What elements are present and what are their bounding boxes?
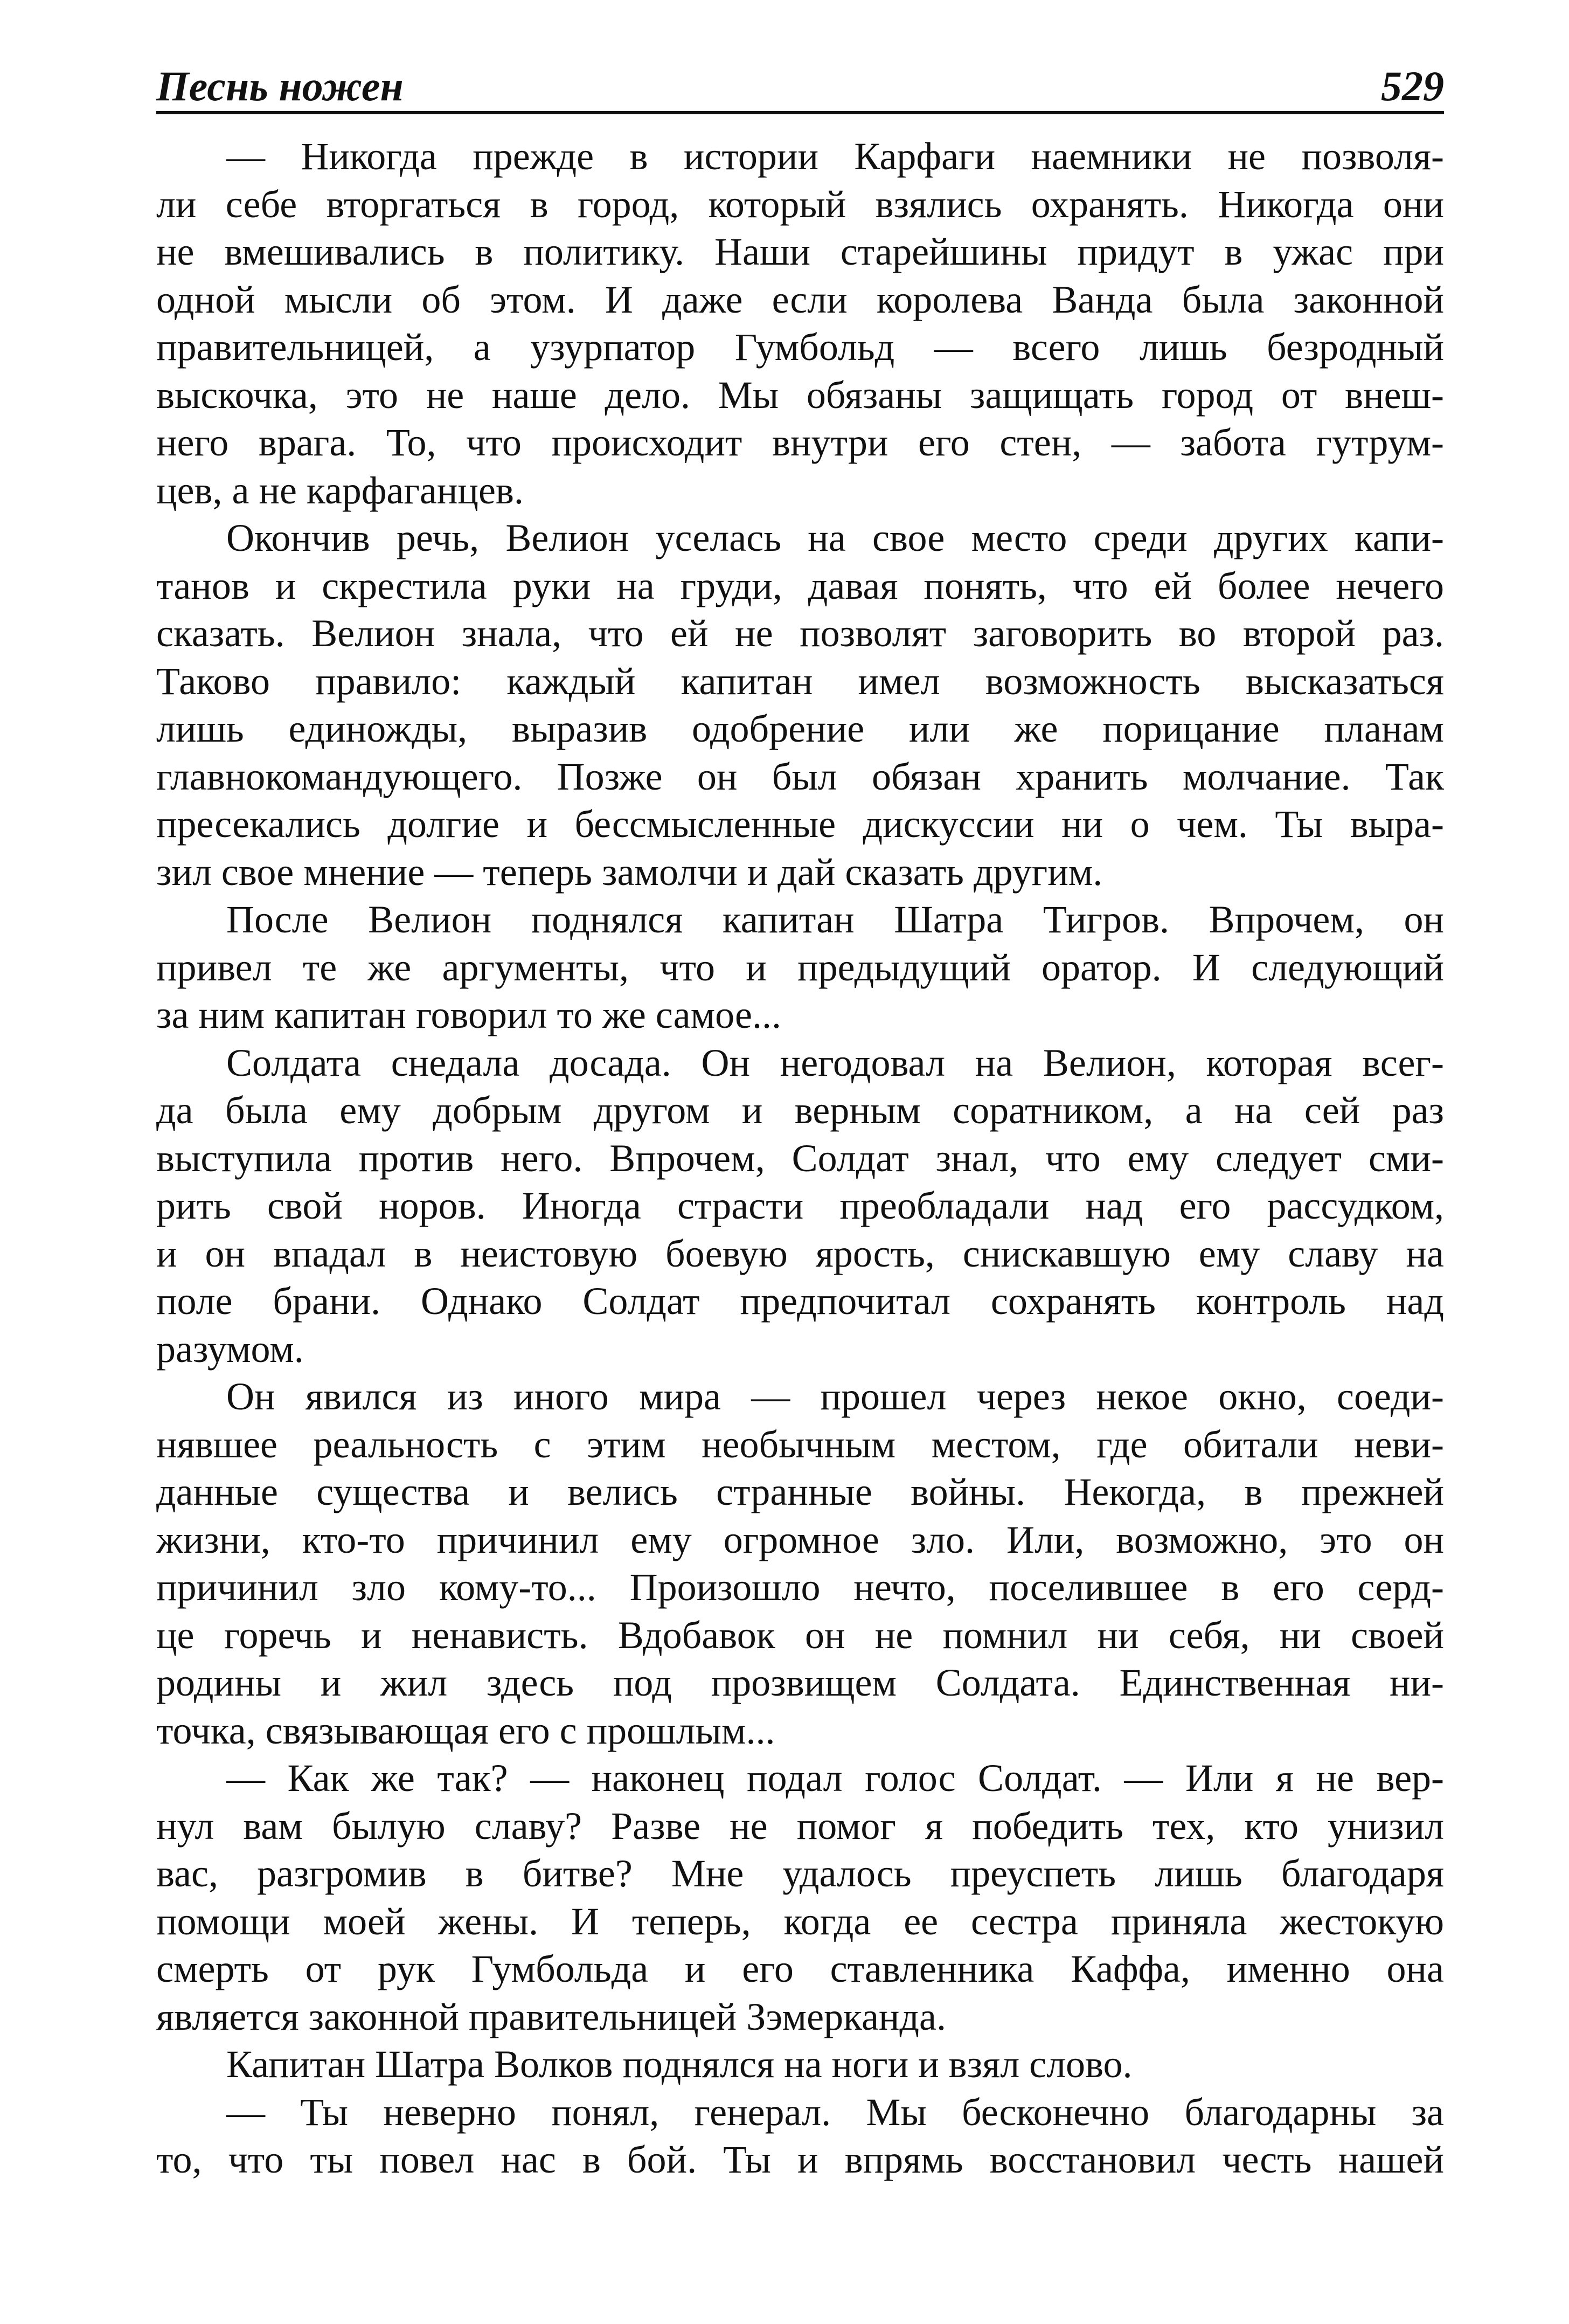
text-line: смерть от рук Гумбольда и его ставленника Каффа, именно она <box>156 1947 1444 1990</box>
text-line: точка, связывающая его с прошлым... <box>156 1709 775 1752</box>
text-line: пресекались долгие и бессмысленные дискуссии ни о чем. Ты выра- <box>156 803 1444 846</box>
text-line: данные существа и велись странные войны. Некогда, в прежней <box>156 1470 1444 1513</box>
text-line: цев, а не карфаганцев. <box>156 468 524 512</box>
text-line: Окончив речь, Велион уселась на свое место среди других капи- <box>226 516 1444 559</box>
text-line: помощи моей жены. И теперь, когда ее сестра приняла жестокую <box>156 1899 1444 1943</box>
text-line: лишь единожды, выразив одобрение или же порицание планам <box>156 707 1444 750</box>
text-line: родины и жил здесь под прозвищем Солдата. Единственная ни- <box>156 1661 1444 1704</box>
text-line: зил свое мнение — теперь замолчи и дай сказать другим. <box>156 850 1103 894</box>
body-text <box>156 133 1444 2184</box>
text-line: — Ты неверно понял, генерал. Мы бесконечно благодарны за <box>226 2090 1444 2134</box>
text-line: поле брани. Однако Солдат предпочитал сохранять контроль над <box>156 1279 1444 1323</box>
page-number: 529 <box>1381 63 1444 109</box>
text-line: не вмешивались в политику. Наши старейшины придут в ужас при <box>156 230 1444 273</box>
text-line: то, что ты повел нас в бой. Ты и впрямь восстановил честь нашей <box>156 2138 1444 2181</box>
text-line: да была ему добрым другом и верным соратником, а на сей раз <box>156 1089 1444 1132</box>
text-line: Капитан Шатра Волков поднялся на ноги и взял слово. <box>226 2043 1133 2086</box>
running-title: Песнь ножен <box>156 63 404 109</box>
text-line: сказать. Велион знала, что ей не позволят заговорить во второй раз. <box>156 612 1444 655</box>
text-line: — Никогда прежде в истории Карфаги наемники не позволя- <box>226 135 1444 178</box>
text-line: главнокомандующего. Позже он был обязан хранить молчание. Так <box>156 755 1444 798</box>
text-line: и он впадал в неистовую боевую ярость, снискавшую ему славу на <box>156 1232 1444 1275</box>
text-line: правительницей, а узурпатор Гумбольд — всего лишь безродный <box>156 326 1444 369</box>
text-line: причинил зло кому-то... Произошло нечто, поселившее в его серд- <box>156 1566 1444 1609</box>
text-line: — Как же так? — наконец подал голос Солдат. — Или я не вер- <box>226 1756 1444 1800</box>
text-line: за ним капитан говорил то же самое... <box>156 993 781 1036</box>
text-line: нявшее реальность с этим необычным местом, где обитали неви- <box>156 1422 1444 1466</box>
text-line: разумом. <box>156 1327 304 1371</box>
text-line: выступила против него. Впрочем, Солдат знал, что ему следует сми- <box>156 1136 1444 1180</box>
text-line: нул вам былую славу? Разве не помог я победить тех, кто унизил <box>156 1804 1444 1848</box>
header-rule <box>156 111 1444 114</box>
text-line: рить свой норов. Иногда страсти преобладали над его рассудком, <box>156 1184 1444 1227</box>
text-line: Он явился из иного мира — прошел через некое окно, соеди- <box>226 1375 1444 1418</box>
text-line: является законной правительницей Зэмерканда. <box>156 1995 947 2038</box>
text-line: После Велион поднялся капитан Шатра Тигров. Впрочем, он <box>226 898 1444 941</box>
text-line: вас, разгромив в битве? Мне удалось преуспеть лишь благодаря <box>156 1852 1444 1895</box>
text-line: танов и скрестила руки на груди, давая понять, что ей более нечего <box>156 564 1444 607</box>
text-line: одной мысли об этом. И даже если королева Ванда была законной <box>156 278 1444 321</box>
text-line: це горечь и ненависть. Вдобавок он не помнил ни себя, ни своей <box>156 1613 1444 1657</box>
text-line: выскочка, это не наше дело. Мы обязаны защищать город от внеш- <box>156 373 1444 417</box>
text-line: Солдата снедала досада. Он негодовал на Велион, которая всег- <box>226 1041 1444 1084</box>
text-line: Таково правило: каждый капитан имел возможность высказаться <box>156 659 1444 703</box>
text-line: жизни, кто-то причинил ему огромное зло. Или, возможно, это он <box>156 1518 1444 1561</box>
text-line: привел те же аргументы, что и предыдущий оратор. И следующий <box>156 945 1444 989</box>
text-line: него врага. То, что происходит внутри его стен, — забота гутрум- <box>156 421 1444 464</box>
running-header <box>156 59 1444 119</box>
text-line: ли себе вторгаться в город, который взялись охранять. Никогда они <box>156 182 1444 226</box>
